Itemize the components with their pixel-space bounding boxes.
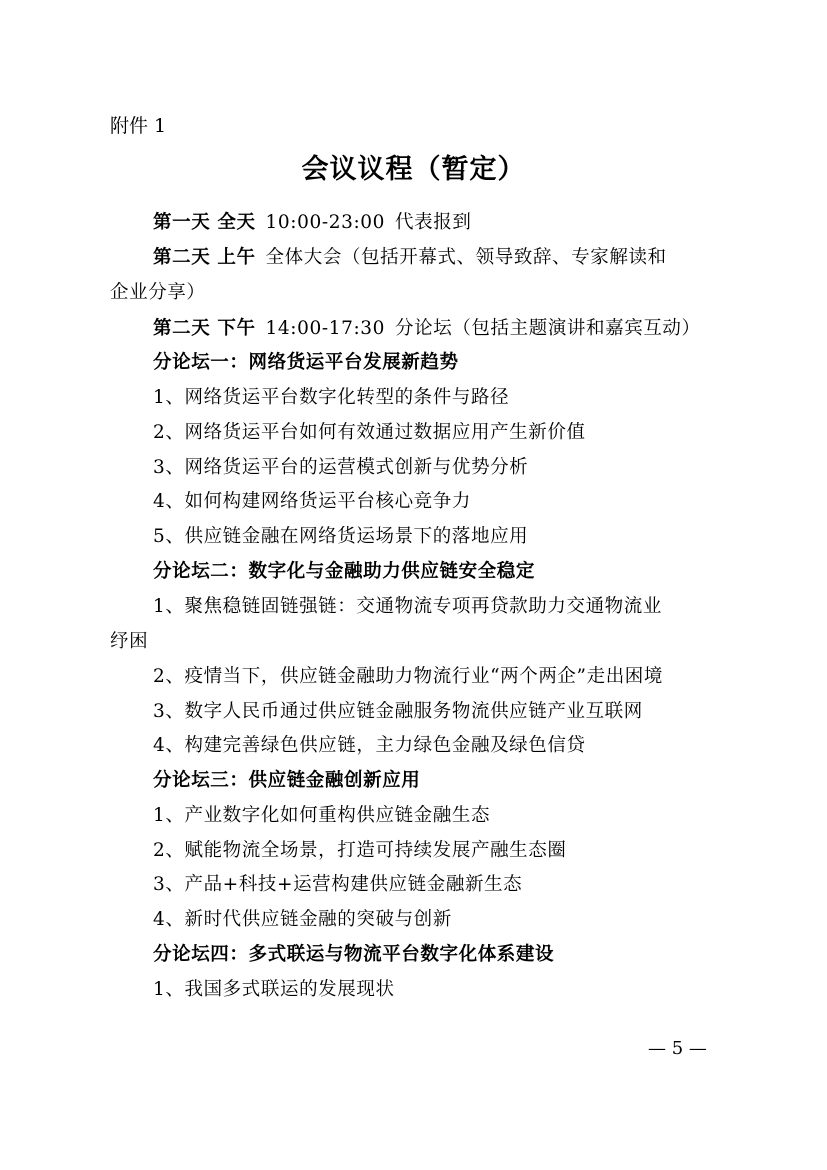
forum3-item: 2、赋能物流全场景，打造可持续发展产融生态圈 <box>153 840 567 861</box>
forum4-item: 1、我国多式联运的发展现状 <box>153 979 395 1000</box>
forum1-item: 3、网络货运平台的运营模式创新与优势分析 <box>153 457 529 478</box>
schedule-day1 <box>153 209 471 237</box>
forum4-heading: 分论坛四：多式联运与物流平台数字化体系建设 <box>153 944 555 965</box>
forum2-item: 2、疫情当下，供应链金融助力物流行业“两个两企”走出困境 <box>153 666 663 687</box>
forum1-item: 2、网络货运平台如何有效通过数据应用产生新价值 <box>153 422 586 443</box>
day1-desc: 代表报到 <box>395 212 472 233</box>
day2-am-label: 第二天 上午 <box>153 247 256 268</box>
forum2-item: 4、构建完善绿色供应链，主力绿色金融及绿色信贷 <box>153 735 586 756</box>
day1-time: 10:00-23:00 <box>265 212 386 233</box>
forum2-item: 1、聚焦稳链固链强链：交通物流专项再贷款助力交通物流业 <box>153 596 662 617</box>
forum2-heading: 分论坛二：数字化与金融助力供应链安全稳定 <box>153 561 536 582</box>
day2-am-desc: 全体大会（包括开幕式、领导致辞、专家解读和 <box>265 247 667 268</box>
page-number: — 5 — <box>648 1038 707 1059</box>
forum1-item: 1、网络货运平台数字化转型的条件与路径 <box>153 387 510 408</box>
forum1-item: 4、如何构建网络货运平台核心竞争力 <box>153 491 471 512</box>
forum3-heading: 分论坛三：供应链金融创新应用 <box>153 770 421 791</box>
day1-label: 第一天 全天 <box>153 212 256 233</box>
schedule-day2-pm <box>153 315 701 343</box>
attachment-label: 附件 1 <box>110 115 167 137</box>
day2-pm-label: 第二天 下午 <box>153 318 256 339</box>
forum2-item: 3、数字人民币通过供应链金融服务物流供应链产业互联网 <box>153 701 643 722</box>
forum1-heading: 分论坛一：网络货运平台发展新趋势 <box>153 352 459 373</box>
forum3-item: 1、产业数字化如何重构供应链金融生态 <box>153 805 491 826</box>
day2-am-desc-cont: 企业分享） <box>110 282 206 303</box>
day2-pm-desc: 分论坛（包括主题演讲和嘉宾互动） <box>395 318 701 339</box>
forum1-item: 5、供应链金融在网络货运场景下的落地应用 <box>153 526 529 547</box>
forum3-item: 4、新时代供应链金融的突破与创新 <box>153 909 452 930</box>
schedule-day2-am <box>153 244 667 272</box>
forum2-item-cont: 纾困 <box>110 631 149 652</box>
day2-pm-time: 14:00-17:30 <box>265 318 386 339</box>
forum3-item: 3、产品+科技+运营构建供应链金融新生态 <box>153 874 523 895</box>
page-title: 会议议程（暂定） <box>301 154 526 185</box>
